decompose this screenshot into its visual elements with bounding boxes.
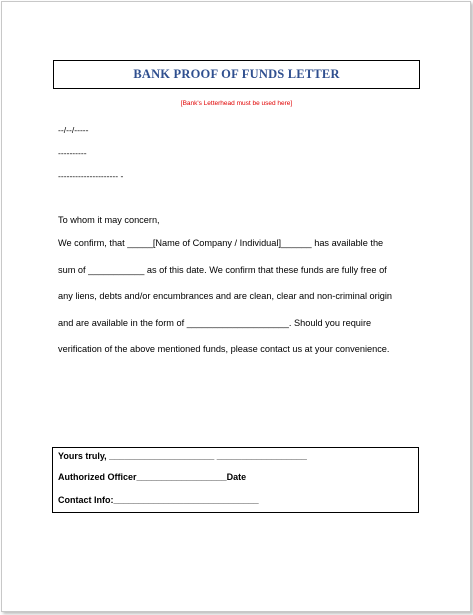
document-page	[1, 1, 471, 612]
signature-block	[52, 447, 419, 513]
body-line: and are available in the form of ____________________. Should you require	[58, 318, 372, 328]
body-line: any liens, debts and/or encumbrances and are clean, clear and non-criminal origin	[58, 291, 393, 301]
yours-truly-line: Yours truly, _____________________ __________________	[58, 451, 307, 461]
authorized-officer-line: Authorized Officer__________________Date	[58, 472, 247, 482]
document-title: BANK PROOF OF FUNDS LETTER	[53, 60, 420, 89]
date-line: --/--/-----	[58, 125, 89, 135]
recipient-line: ----------	[58, 148, 87, 158]
body-line: sum of ___________ as of this date. We confirm that these funds are fully free of	[58, 265, 387, 275]
salutation: To whom it may concern,	[58, 215, 160, 225]
body-line: verification of the above mentioned funds, please contact us at your convenience.	[58, 344, 390, 354]
contact-info-line: Contact Info:_____________________________	[58, 495, 259, 505]
body-line: We confirm, that _____[Name of Company / Individual]______ has available the	[58, 238, 384, 248]
address-line: --------------------- -	[58, 171, 124, 181]
letterhead-note: [Bank's Letterhead must be used here]	[180, 100, 293, 107]
